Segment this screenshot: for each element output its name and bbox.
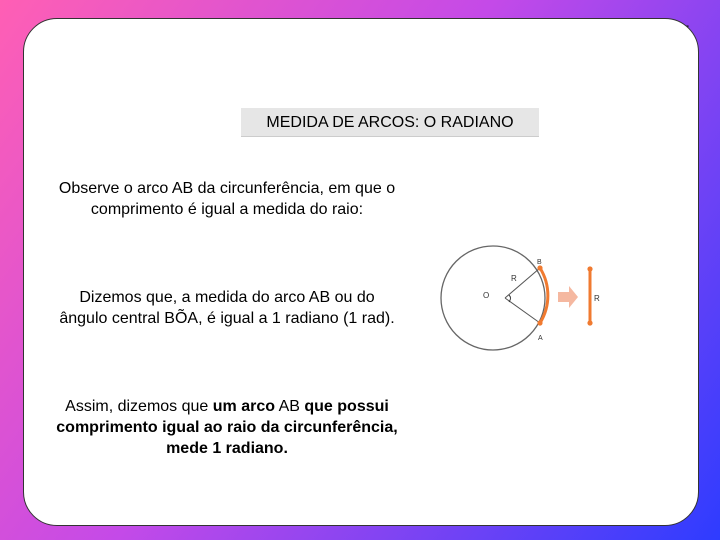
paragraph-definition: Dizemos que, a medida do arco AB ou do ângulo central BÕA, é igual a 1 radiano (1 rad). xyxy=(59,289,395,327)
angle-mark xyxy=(509,295,511,302)
conclusion-text-d: que possui comprimento igual ao raio da circunferência, mede 1 radiano. xyxy=(56,398,398,457)
paragraph-conclusion xyxy=(56,396,398,459)
radius-oa xyxy=(505,298,540,323)
arrow-right-icon xyxy=(558,286,578,308)
label-center-o: O xyxy=(483,291,490,300)
conclusion-text-a: Assim, dizemos que xyxy=(65,398,213,415)
segment-bottom-dot xyxy=(587,320,592,325)
label-segment-r: R xyxy=(594,294,600,303)
slide-title: MEDIDA DE ARCOS: O RADIANO xyxy=(241,108,539,137)
point-a-dot xyxy=(537,320,542,325)
conclusion-text-b: um arco xyxy=(212,398,276,415)
radius-ob xyxy=(505,268,540,298)
paragraph-observe: Observe o arco AB da circunferência, em que o comprimento é igual a medida do raio: xyxy=(58,180,396,218)
label-point-b: B xyxy=(537,259,542,266)
radian-figure xyxy=(430,245,620,360)
arc-ab xyxy=(540,268,548,323)
label-radius-r: R xyxy=(511,274,517,283)
label-point-a: A xyxy=(538,335,543,342)
segment-top-dot xyxy=(587,266,592,271)
point-b-dot xyxy=(537,265,542,270)
conclusion-text-c: AB xyxy=(275,398,305,415)
circle-outline xyxy=(441,246,545,350)
